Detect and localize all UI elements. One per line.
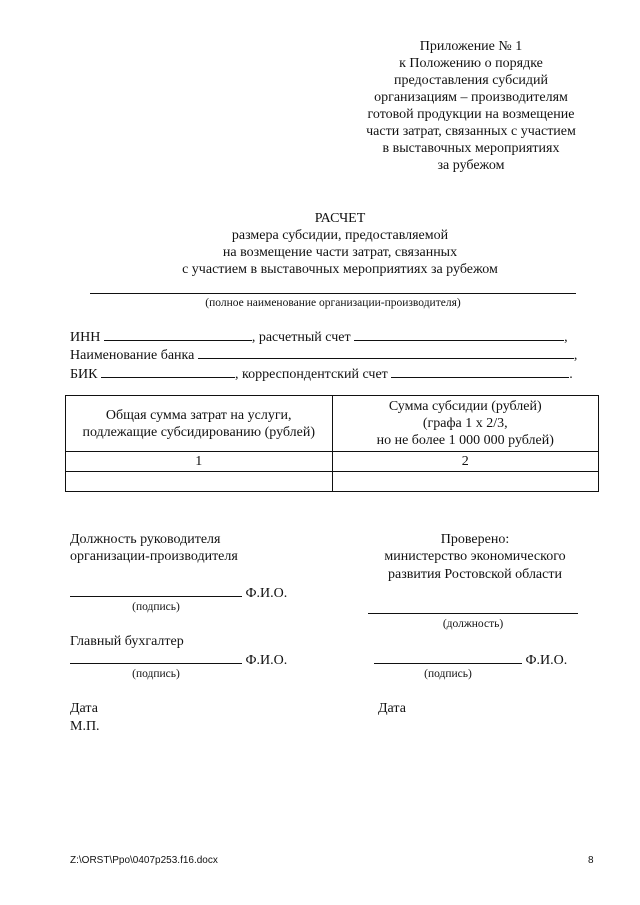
header-text: (графа 1 х 2/3, [422,416,508,431]
bank-row-comma: , [573,348,578,363]
bik-label: БИК [70,367,98,382]
bank-row [70,346,600,364]
bank-label: Наименование банка [70,348,195,363]
inn-row [70,328,600,346]
corr-blank [391,365,569,378]
stamp-label: М.П. [70,719,100,734]
appendix-line: предоставления субсидий [393,73,549,88]
title-line: с участием в выставочных мероприятиях за рубежом [182,262,498,277]
header-text: Сумма субсидии (рублей) [388,399,542,414]
position-caption: (должность) [442,618,504,630]
appendix-line: к Положению о порядке [399,56,543,71]
file-path: Z:\ORST\Ppo\0407p253.f16.docx [70,855,218,866]
accountant-label: Главный бухгалтер [70,634,184,649]
column-number-2: 2 [332,452,599,472]
title-heading: РАСЧЕТ [314,211,366,226]
bik-row-period: . [569,367,573,382]
bank-blank [198,346,574,359]
title-line: на возмещение части затрат, связанных [222,245,458,260]
ministry-line1: министерство экономического [384,549,566,564]
appendix-header [340,38,602,174]
header-text: но не более 1 000 000 рублей) [376,433,554,448]
left-date-label: Дата [70,701,98,716]
head-position-line2: организации-производителя [70,549,238,564]
accountant-signature-row [70,651,287,669]
head-signature-caption: (подпись) [132,601,180,613]
header-text: Общая сумма затрат на услуги, [105,407,292,423]
ministry-signature-blank [374,651,522,664]
bik-row [70,365,600,383]
column-number-1: 1 [66,452,333,472]
right-date-label: Дата [378,701,406,716]
head-position-line1: Должность руководителя [70,532,221,547]
ministry-signature-row [374,651,567,669]
org-name-caption: (полное наименование организации-производителя) [205,297,461,309]
appendix-line: организациям – производителям [374,90,568,105]
title-line: размера субсидии, предоставляемой [231,228,449,243]
inn-row-comma: , [564,330,568,345]
account-label: , расчетный счет [251,330,351,345]
accountant-fio-label: Ф.И.О. [245,653,288,668]
header-cell-total-costs [66,396,333,452]
page-number: 8 [588,855,594,866]
head-signature-row [70,584,287,602]
appendix-line: части затрат, связанных с участием [366,124,576,139]
ministry-signature-caption: (подпись) [424,668,472,680]
table-header-row [66,396,599,452]
table-row [66,472,599,492]
position-blank [368,613,578,614]
appendix-line: Приложение № 1 [419,39,523,54]
bik-blank [101,365,235,378]
inn-blank [104,328,252,341]
account-blank [354,328,564,341]
data-cell-subsidy [332,472,599,492]
ministry-fio-label: Ф.И.О. [525,653,568,668]
inn-label: ИНН [70,330,101,345]
org-name-line [90,293,576,294]
corr-label: , корреспондентский счет [235,367,388,382]
checked-label: Проверено: [440,532,510,547]
header-cell-subsidy [332,396,599,452]
appendix-line: за рубежом [437,158,505,173]
appendix-line: в выставочных мероприятиях [382,141,560,156]
calculation-table [65,395,599,492]
document-title [110,210,570,278]
head-signature-blank [70,584,242,597]
appendix-line: готовой продукции на возмещение [367,107,575,122]
head-fio-label: Ф.И.О. [245,586,288,601]
accountant-signature-caption: (подпись) [132,668,180,680]
ministry-line2: развития Ростовской области [388,567,562,582]
accountant-signature-blank [70,651,242,664]
header-text: подлежащие субсидированию (рублей) [82,424,316,440]
data-cell-total-costs [66,472,333,492]
table-number-row [66,452,599,472]
